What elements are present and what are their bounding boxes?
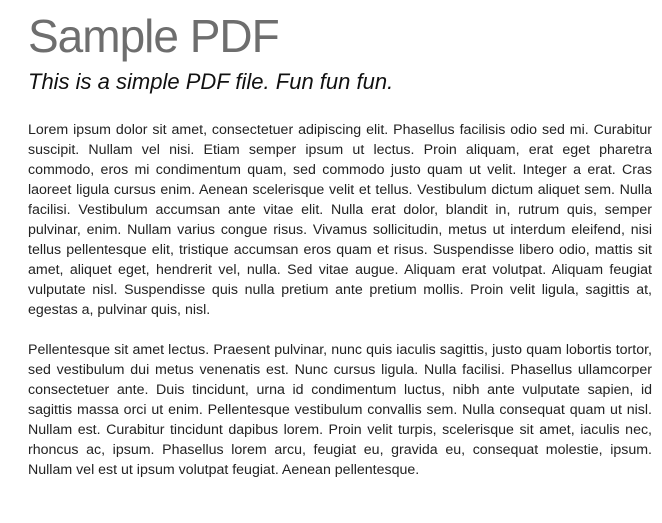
document-page xyxy=(28,10,652,500)
document-title: Sample PDF xyxy=(28,10,279,62)
body-paragraph-1: Lorem ipsum dolor sit amet, consectetuer adipiscing elit. Phasellus facilisis odio sed mi. Curabitur suscipit. Nullam vel nisi. Etiam semper ipsum ut lectus. Proin aliquam, erat eget pharetra commodo, eros mi condimentum quam, sed commodo justo quam ut velit. Integer a erat. Cras laoreet ligula cursus enim. Aenean scelerisque velit et tellus. Vestibulum dictum aliquet sem. Nulla facilisi. Vestibulum accumsan ante vitae elit. Nulla erat dolor, blandit in, rutrum quis, semper pulvinar, enim. Nullam varius congue risus. Vivamus sollicitudin, metus ut interdum eleifend, nisi tellus pellentesque elit, tristique accumsan eros quam et risus. Suspendisse libero odio, mattis sit amet, aliquet eget, hendrerit vel, nulla. Sed vitae augue. Aliquam erat volutpat. Aliquam feugiat vulputate nisl. Suspendisse quis nulla pretium ante pretium mollis. Proin velit ligula, sagittis at, egestas a, pulvinar quis, nisl. xyxy=(28,122,652,318)
document-subtitle: This is a simple PDF file. Fun fun fun. xyxy=(28,69,394,94)
body-paragraph-2: Pellentesque sit amet lectus. Praesent pulvinar, nunc quis iaculis sagittis, justo quam lobortis tortor, sed vestibulum dui metus venenatis est. Nunc cursus ligula. Nulla facilisi. Phasellus ullamcorper consectetuer ante. Duis tincidunt, urna id condimentum luctus, nibh ante vulputate sapien, id sagittis massa orci ut enim. Pellentesque vestibulum convallis sem. Nulla consequat quam ut nisl. Nullam est. Curabitur tincidunt dapibus lorem. Proin velit turpis, scelerisque sit amet, iaculis nec, rhoncus ac, ipsum. Phasellus lorem arcu, feugiat eu, gravida eu, consequat molestie, ipsum. Nullam vel est ut ipsum volutpat feugiat. Aenean pellentesque. xyxy=(28,342,652,478)
